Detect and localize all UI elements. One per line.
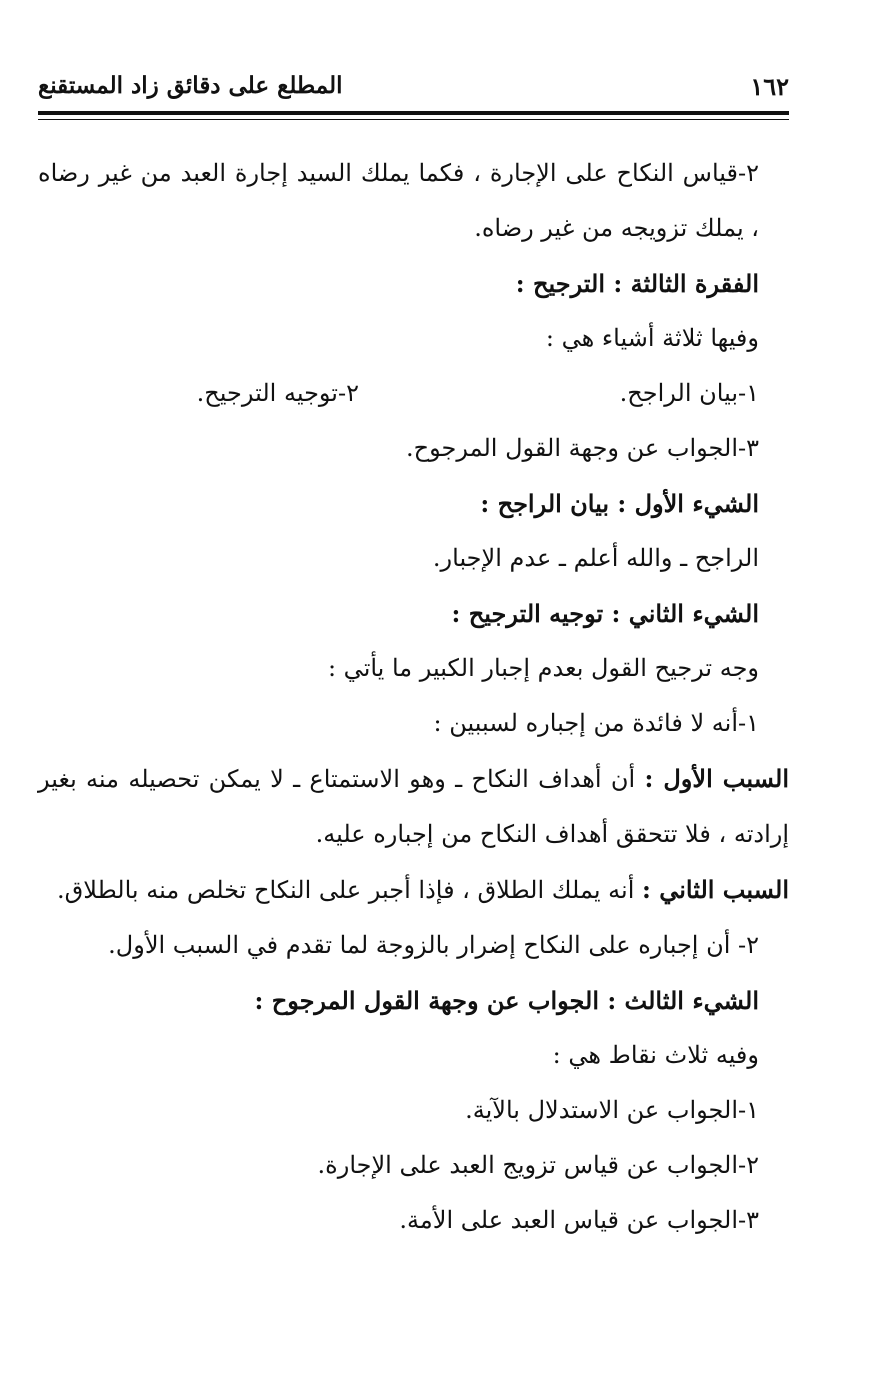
paragraph-cause-one <box>38 751 789 862</box>
list-row-items-1-2 <box>38 366 789 421</box>
section-heading-weighting: الفقرة الثالثة : الترجيح : <box>515 269 759 298</box>
subheading-first-thing: الشيء الأول : بيان الراجح : <box>480 489 759 518</box>
cause-one-text: أن أهداف النكاح ـ وهو الاستمتاع ـ لا يمكن تحصيله منه بغير إرادته ، فلا تتحقق أهداف النكاح من إجباره عليه. <box>38 765 789 848</box>
header-rule-thin <box>38 119 789 120</box>
page-number: ١٦٢ <box>750 72 789 101</box>
page-body <box>38 146 789 1248</box>
paragraph-reason-2: ٢- أن إجباره على النكاح إضرار بالزوجة لما تقدم في السبب الأول. <box>108 931 759 959</box>
list-item: ٢-الجواب عن قياس تزويج العبد على الإجارة. <box>317 1151 759 1179</box>
list-item: ٢-توجيه الترجيح. <box>196 379 359 407</box>
paragraph-cause-two <box>38 862 789 918</box>
paragraph-analogy-hire: ٢-قياس النكاح على الإجارة ، فكما يملك السيد إجارة العبد من غير رضاه ، يملك تزويجه من غير رضاه. <box>38 159 759 242</box>
paragraph-reason-1: ١-أنه لا فائدة من إجباره لسببين : <box>433 709 759 737</box>
list-item: ١-الجواب عن الاستدلال بالآية. <box>465 1096 759 1124</box>
list-item: ٣-الجواب عن قياس العبد على الأمة. <box>399 1206 759 1234</box>
cause-two-label: السبب الثاني : <box>642 875 789 904</box>
paragraph-three-things-intro: وفيها ثلاثة أشياء هي : <box>545 324 759 352</box>
list-item: ٣-الجواب عن وجهة القول المرجوح. <box>405 434 759 462</box>
running-header <box>38 72 789 112</box>
cause-two-text: أنه يملك الطلاق ، فإذا أجبر على النكاح تخلص منه بالطلاق. <box>57 876 635 904</box>
paragraph-three-points-intro: وفيه ثلاث نقاط هي : <box>552 1041 759 1069</box>
header-rule-thick <box>38 111 789 115</box>
subheading-second-thing: الشيء الثاني : توجيه الترجيح : <box>451 599 759 628</box>
book-title: المطلع على دقائق زاد المستقنع <box>38 72 343 99</box>
paragraph-preferred-view: الراجح ـ والله أعلم ـ عدم الإجبار. <box>432 544 759 572</box>
cause-one-label: السبب الأول : <box>644 764 789 793</box>
paragraph-justification-intro: وجه ترجيح القول بعدم إجبار الكبير ما يأتي : <box>327 654 759 682</box>
subheading-third-thing: الشيء الثالث : الجواب عن وجهة القول المرجوح : <box>254 986 759 1015</box>
list-item: ١-بيان الراجح. <box>619 379 759 407</box>
